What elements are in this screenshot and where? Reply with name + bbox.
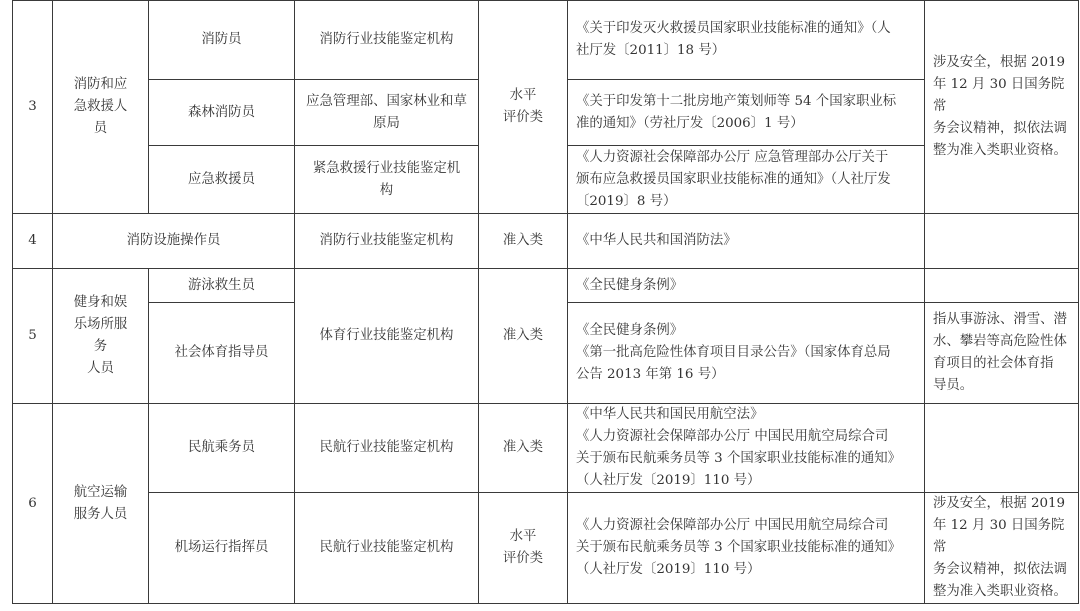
occupation-name: 森林消防员 — [149, 80, 295, 146]
occupation-qualification-table — [12, 0, 1079, 604]
qualification-type: 准入类 — [479, 404, 568, 493]
remark — [925, 269, 1079, 303]
table-row — [13, 269, 1079, 303]
remark: 涉及安全，根据 2019 年 12 月 30 日国务院常 务会议精神，拟依法调 整为准入类职业资格。 — [925, 493, 1079, 604]
occupation-category: 航空运输 服务人员 — [53, 404, 149, 604]
table-row — [13, 1, 1079, 80]
occupation-name: 游泳救生员 — [149, 269, 295, 303]
implementing-agency: 消防行业技能鉴定机构 — [295, 214, 479, 269]
qualification-type: 水平 评价类 — [479, 493, 568, 604]
table-row — [13, 214, 1079, 269]
policy-basis: 《全民健身条例》 《第一批高危险性体育项目目录公告》（国家体育总局 公告 2013 年第 16 号） — [568, 303, 925, 404]
occupation-category: 消防和应 急救援人 员 — [53, 1, 149, 214]
qualification-type: 准入类 — [479, 214, 568, 269]
remark — [925, 404, 1079, 493]
occupation-name: 应急救援员 — [149, 146, 295, 214]
remark: 涉及安全，根据 2019 年 12 月 30 日国务院常 务会议精神，拟依法调 整为准入类职业资格。 — [925, 1, 1079, 214]
occupation-category: 健身和娱 乐场所服 务 人员 — [53, 269, 149, 404]
occupation-name: 消防员 — [149, 1, 295, 80]
occupation-name: 社会体育指导员 — [149, 303, 295, 404]
implementing-agency: 应急管理部、国家林业和草 原局 — [295, 80, 479, 146]
implementing-agency: 紧急救援行业技能鉴定机 构 — [295, 146, 479, 214]
qualification-type: 水平 评价类 — [479, 1, 568, 214]
implementing-agency: 民航行业技能鉴定机构 — [295, 493, 479, 604]
row-index: 6 — [13, 404, 53, 604]
implementing-agency: 消防行业技能鉴定机构 — [295, 1, 479, 80]
table-row — [13, 493, 1079, 604]
policy-basis: 《中华人民共和国消防法》 — [568, 214, 925, 269]
policy-basis: 《全民健身条例》 — [568, 269, 925, 303]
policy-basis: 《人力资源社会保障部办公厅 应急管理部办公厅关于 颁布应急救援员国家职业技能标准的通知》（人社厅发 〔2019〕8 号） — [568, 146, 925, 214]
remark: 指从事游泳、滑雪、潜 水、攀岩等高危险性体 育项目的社会体育指 导员。 — [925, 303, 1079, 404]
policy-basis: 《中华人民共和国民用航空法》 《人力资源社会保障部办公厅 中国民用航空局综合司 关于颁布民航乘务员等 3 个国家职业技能标准的通知》 （人社厅发〔2019〕110 号） — [568, 404, 925, 493]
occupation-name: 消防设施操作员 — [53, 214, 295, 269]
occupation-name: 民航乘务员 — [149, 404, 295, 493]
occupation-name: 机场运行指挥员 — [149, 493, 295, 604]
implementing-agency: 民航行业技能鉴定机构 — [295, 404, 479, 493]
policy-basis: 《关于印发灭火救援员国家职业技能标准的通知》（人 社厅发〔2011〕18 号） — [568, 1, 925, 80]
table-row — [13, 404, 1079, 493]
row-index: 4 — [13, 214, 53, 269]
row-index: 5 — [13, 269, 53, 404]
qualification-type: 准入类 — [479, 269, 568, 404]
remark — [925, 214, 1079, 269]
policy-basis: 《人力资源社会保障部办公厅 中国民用航空局综合司 关于颁布民航乘务员等 3 个国家职业技能标准的通知》 （人社厅发〔2019〕110 号） — [568, 493, 925, 604]
policy-basis: 《关于印发第十二批房地产策划师等 54 个国家职业标 准的通知》（劳社厅发〔2006〕1 号） — [568, 80, 925, 146]
row-index: 3 — [13, 1, 53, 214]
implementing-agency: 体育行业技能鉴定机构 — [295, 269, 479, 404]
